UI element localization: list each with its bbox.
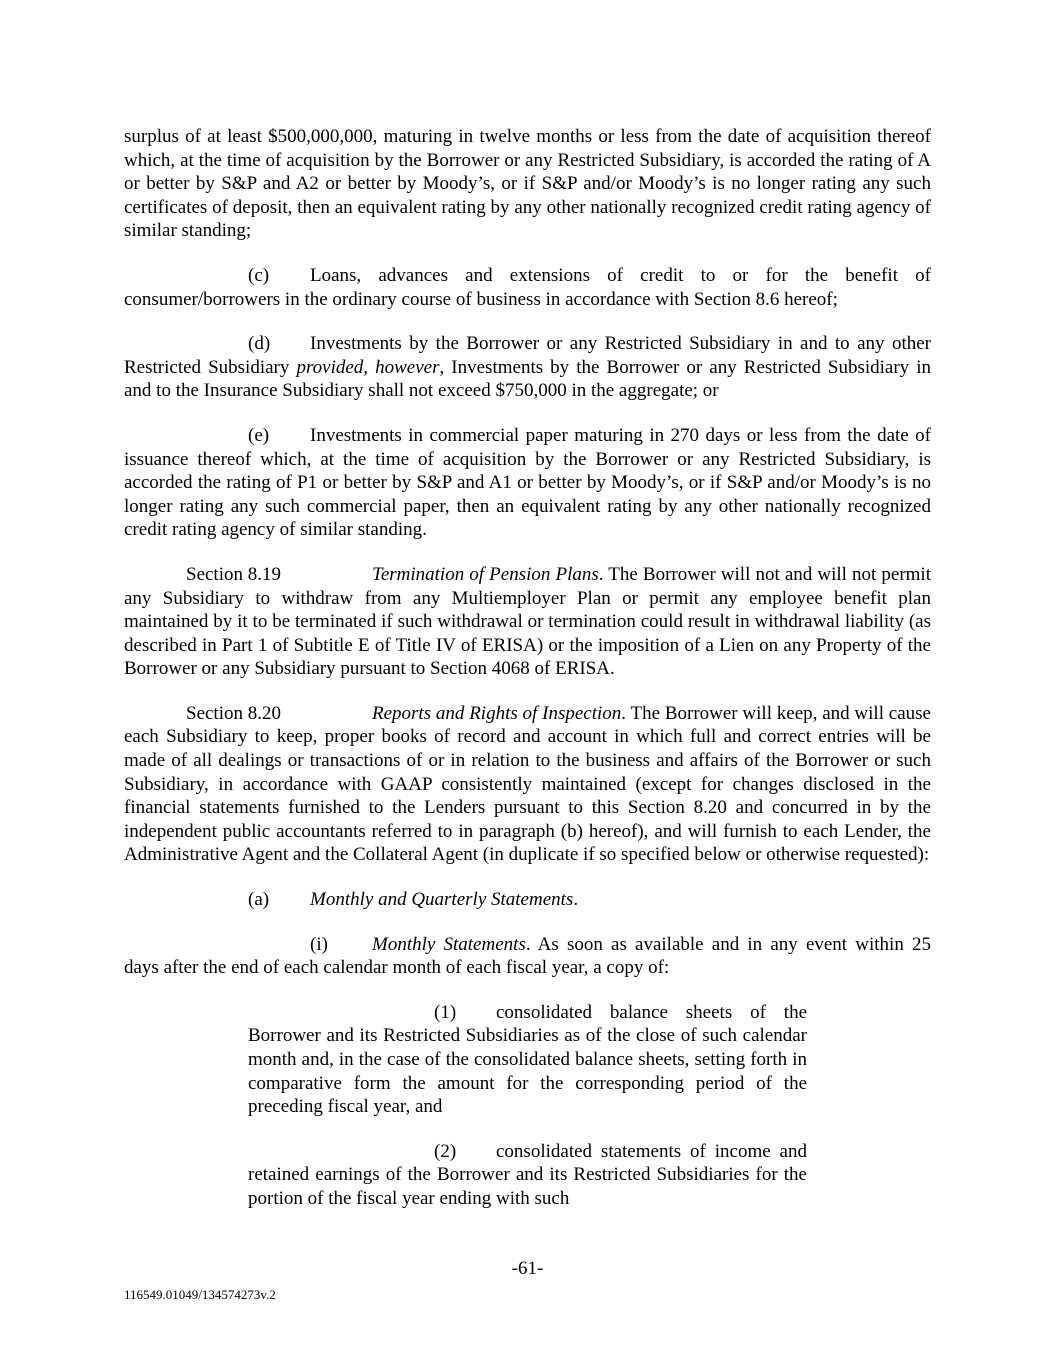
clause-d: [124, 332, 931, 403]
document-body: [124, 125, 931, 1211]
list-item-1-label: (1): [434, 1001, 457, 1023]
list-item-1-text: consolidated balance sheets of the Borrower and its Restricted Subsidiaries as of the close of such calendar month and, in the case of the consolidated balance sheets, setting forth in comparative form the amount for the corresponding period of the preceding fiscal year, and: [248, 1001, 807, 1118]
subsection-a-tail: .: [573, 889, 579, 911]
clause-c-text: Loans, advances and extensions of credit to or for the benefit of consumer/borrowers in the ordinary course of business in accordance with Section 8.6 hereof;: [124, 264, 931, 310]
list-item-2-label: (2): [434, 1140, 457, 1162]
section-8-20-title: Reports and Rights of Inspection: [372, 702, 622, 724]
clause-d-text-rest: , Investments by the Borrower or any Restricted Subsidiary in and to the Insurance Subsidiary shall not exceed $750,000 in the aggregate; or: [124, 356, 932, 402]
page-number: -61-: [511, 1258, 544, 1279]
section-8-19-label: Section 8.19: [186, 563, 281, 585]
section-8-19-text: . The Borrower will not and will not permit any Subsidiary to withdraw from any Multiemployer Plan or permit any employee benefit plan maintained by it to be terminated if such withdrawal or termination could result in withdrawal liability (as described in Part 1 of Subtitle E of Title IV of ERISA) or the imposition of a Lien on any Property of the Borrower or any Subsidiary pursuant to Section 4068 of ERISA.: [124, 563, 931, 680]
section-8-19: [124, 563, 931, 681]
section-8-20: [124, 702, 931, 867]
subsection-i-text: . As soon as available and in any event within 25 days after the end of each calendar month of each fiscal year, a copy of:: [124, 933, 931, 979]
subsection-i-title: Monthly Statements: [372, 933, 526, 955]
list-item-1: [248, 1001, 807, 1119]
continuation-paragraph: surplus of at least $500,000,000, maturing in twelve months or less from the date of acquisition thereof which, at the time of acquisition by the Borrower or any Restricted Subsidiary, is accorded the rating of A or better by S&P and A2 or better by Moody’s, or if S&P and/or Moody’s is no longer rating any such certificates of deposit, then an equivalent rating by any other nationally recognized credit rating agency of similar standing;: [124, 126, 931, 242]
clause-d-label: (d): [248, 333, 271, 355]
subsection-i: [124, 933, 931, 980]
subsection-a-label: (a): [248, 889, 270, 911]
clause-c-label: (c): [248, 264, 270, 286]
document-id: 116549.01049/134574273v.2: [124, 1287, 276, 1302]
clause-d-text: Investments by the Borrower or any Restricted Subsidiary in and to any other Restricted Subsidiary: [124, 333, 931, 378]
clause-d-proviso: provided, however: [296, 356, 440, 378]
subsection-i-label: (i): [310, 933, 328, 955]
clause-e: [124, 424, 931, 542]
section-8-19-title: Termination of Pension Plans: [372, 563, 599, 585]
clause-e-text: Investments in commercial paper maturing in 270 days or less from the date of issuance thereof which, at the time of acquisition by the Borrower or any Restricted Subsidiary, is accorded the rating of P1 or better by S&P and A1 or better by Moody’s, or if S&P and/or Moody’s is no longer rating any such commercial paper, then an equivalent rating by any other nationally recognized credit rating agency of similar standing.: [124, 424, 931, 541]
list-item-2-text: consolidated statements of income and retained earnings of the Borrower and its Restricted Subsidiaries for the portion of the fiscal year ending with such: [248, 1140, 807, 1209]
subsection-a-heading: [124, 888, 931, 912]
clause-c: [124, 264, 931, 311]
clause-e-label: (e): [248, 424, 270, 446]
subsection-a-title: Monthly and Quarterly Statements: [310, 889, 574, 911]
list-item-2: [248, 1140, 807, 1211]
indented-list: [248, 1001, 807, 1211]
section-8-20-text: . The Borrower will keep, and will cause each Subsidiary to keep, proper books of record and account in which full and correct entries will be made of all dealings or transactions of or in relation to the business and affairs of the Borrower or such Subsidiary, in accordance with GAAP consistently maintained (except for changes disclosed in the financial statements furnished to the Lenders pursuant to this Section 8.20 and concurred in by the independent public accountants referred to in paragraph (b) hereof), and will furnish to each Lender, the Administrative Agent and the Collateral Agent (in duplicate if so specified below or otherwise requested):: [124, 702, 931, 866]
section-8-20-label: Section 8.20: [186, 702, 281, 724]
